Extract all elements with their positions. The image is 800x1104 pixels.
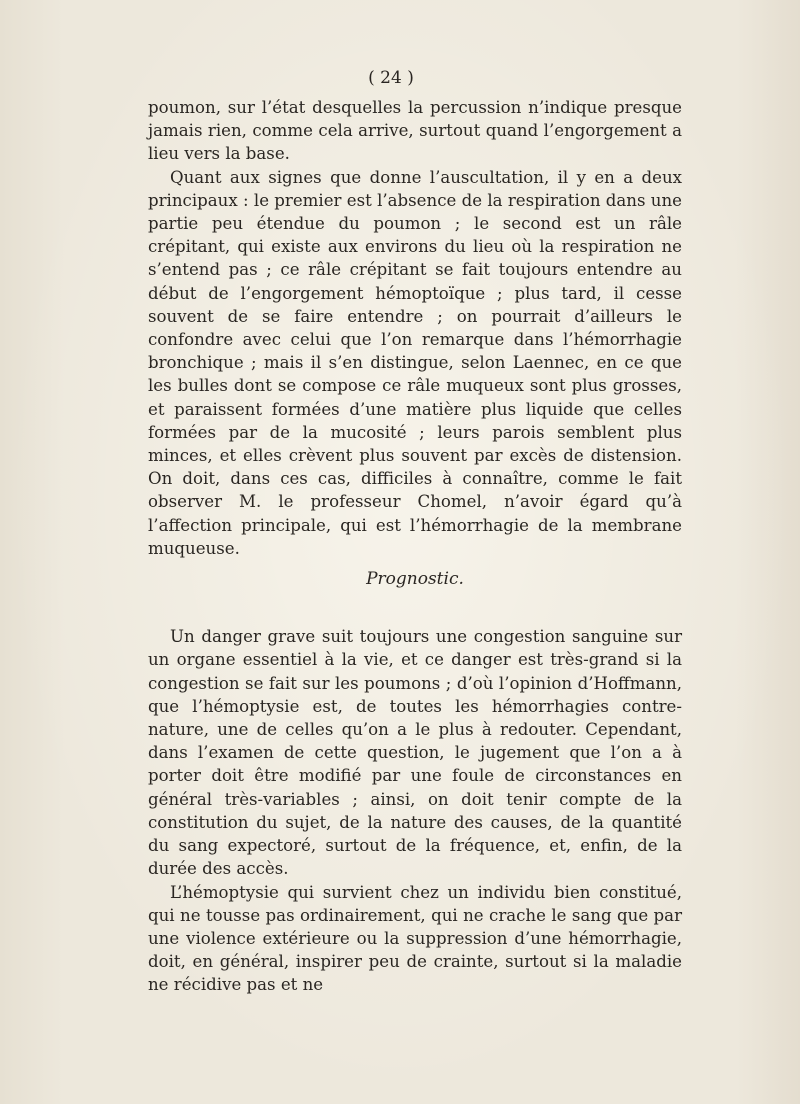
paragraph-hemoptysis: L’hémoptysie qui survient chez un individu bien constitué, qui ne tousse pas ordinairement, qui ne crache le sang que par une violence extérieure ou la suppression d’une hémorrhagie, doit, en général, inspirer peu de crainte, surtout si la maladie ne récidive pas et ne: [148, 882, 682, 995]
page-body: [148, 96, 682, 997]
section-heading-prognostic: Prognostic.: [366, 569, 464, 590]
paragraph-continuation: poumon, sur l’état desquelles la percussion n’indique presque jamais rien, comme cela arrive, surtout quand l’engorgement a lieu vers la base.: [148, 98, 682, 164]
paragraph-auscultation: Quant aux signes que donne l’auscultation, il y en a deux principaux : le premier est l’absence de la respiration dans une partie peu étendue du poumon ; le second est un râle crépitant, qui existe aux environs du lieu où la respiration ne s’entend pas ; ce râle crépitant se fait toujours entendre au début de l’engorgement hémoptoïque ; plus tard, il cesse souvent de se faire entendre ; on pourrait d’ailleurs le confondre avec celui que l’on remarque dans l’hémorrhagie bronchique ; mais il s’en distingue, selon Laennec, en ce que les bulles dont se compose ce râle muqueux sont plus grosses, et paraissent formées d’une matière plus liquide que celles formées par de la mucosité ; leurs parois semblent plus minces, et elles crèvent plus souvent par excès de distension. On doit, dans ces cas, difficiles à connaître, comme le fait observer M. le professeur Chomel, n’avoir égard qu’à l’affection principale, qui est l’hémorrhagie de la membrane muqueuse.: [148, 167, 682, 558]
paragraph-danger: Un danger grave suit toujours une congestion sanguine sur un organe essentiel à la vie, et ce danger est très-grand si la congestion se fait sur les poumons ; d’où l’opinion d’Hoffmann, que l’hémoptysie est, de toutes les hémorrhagies contre-nature, une de celles qu’on a le plus à redouter. Cependant, dans l’examen de cette question, le jugement que l’on a à porter doit être modifié par une foule de circonstances en général très-variables ; ainsi, on doit tenir compte de la constitution du sujet, de la nature des causes, de la quantité du sang expectoré, surtout de la fréquence, et, enfin, de la durée des accès.: [148, 627, 682, 879]
page-number: ( 24 ): [368, 68, 414, 88]
